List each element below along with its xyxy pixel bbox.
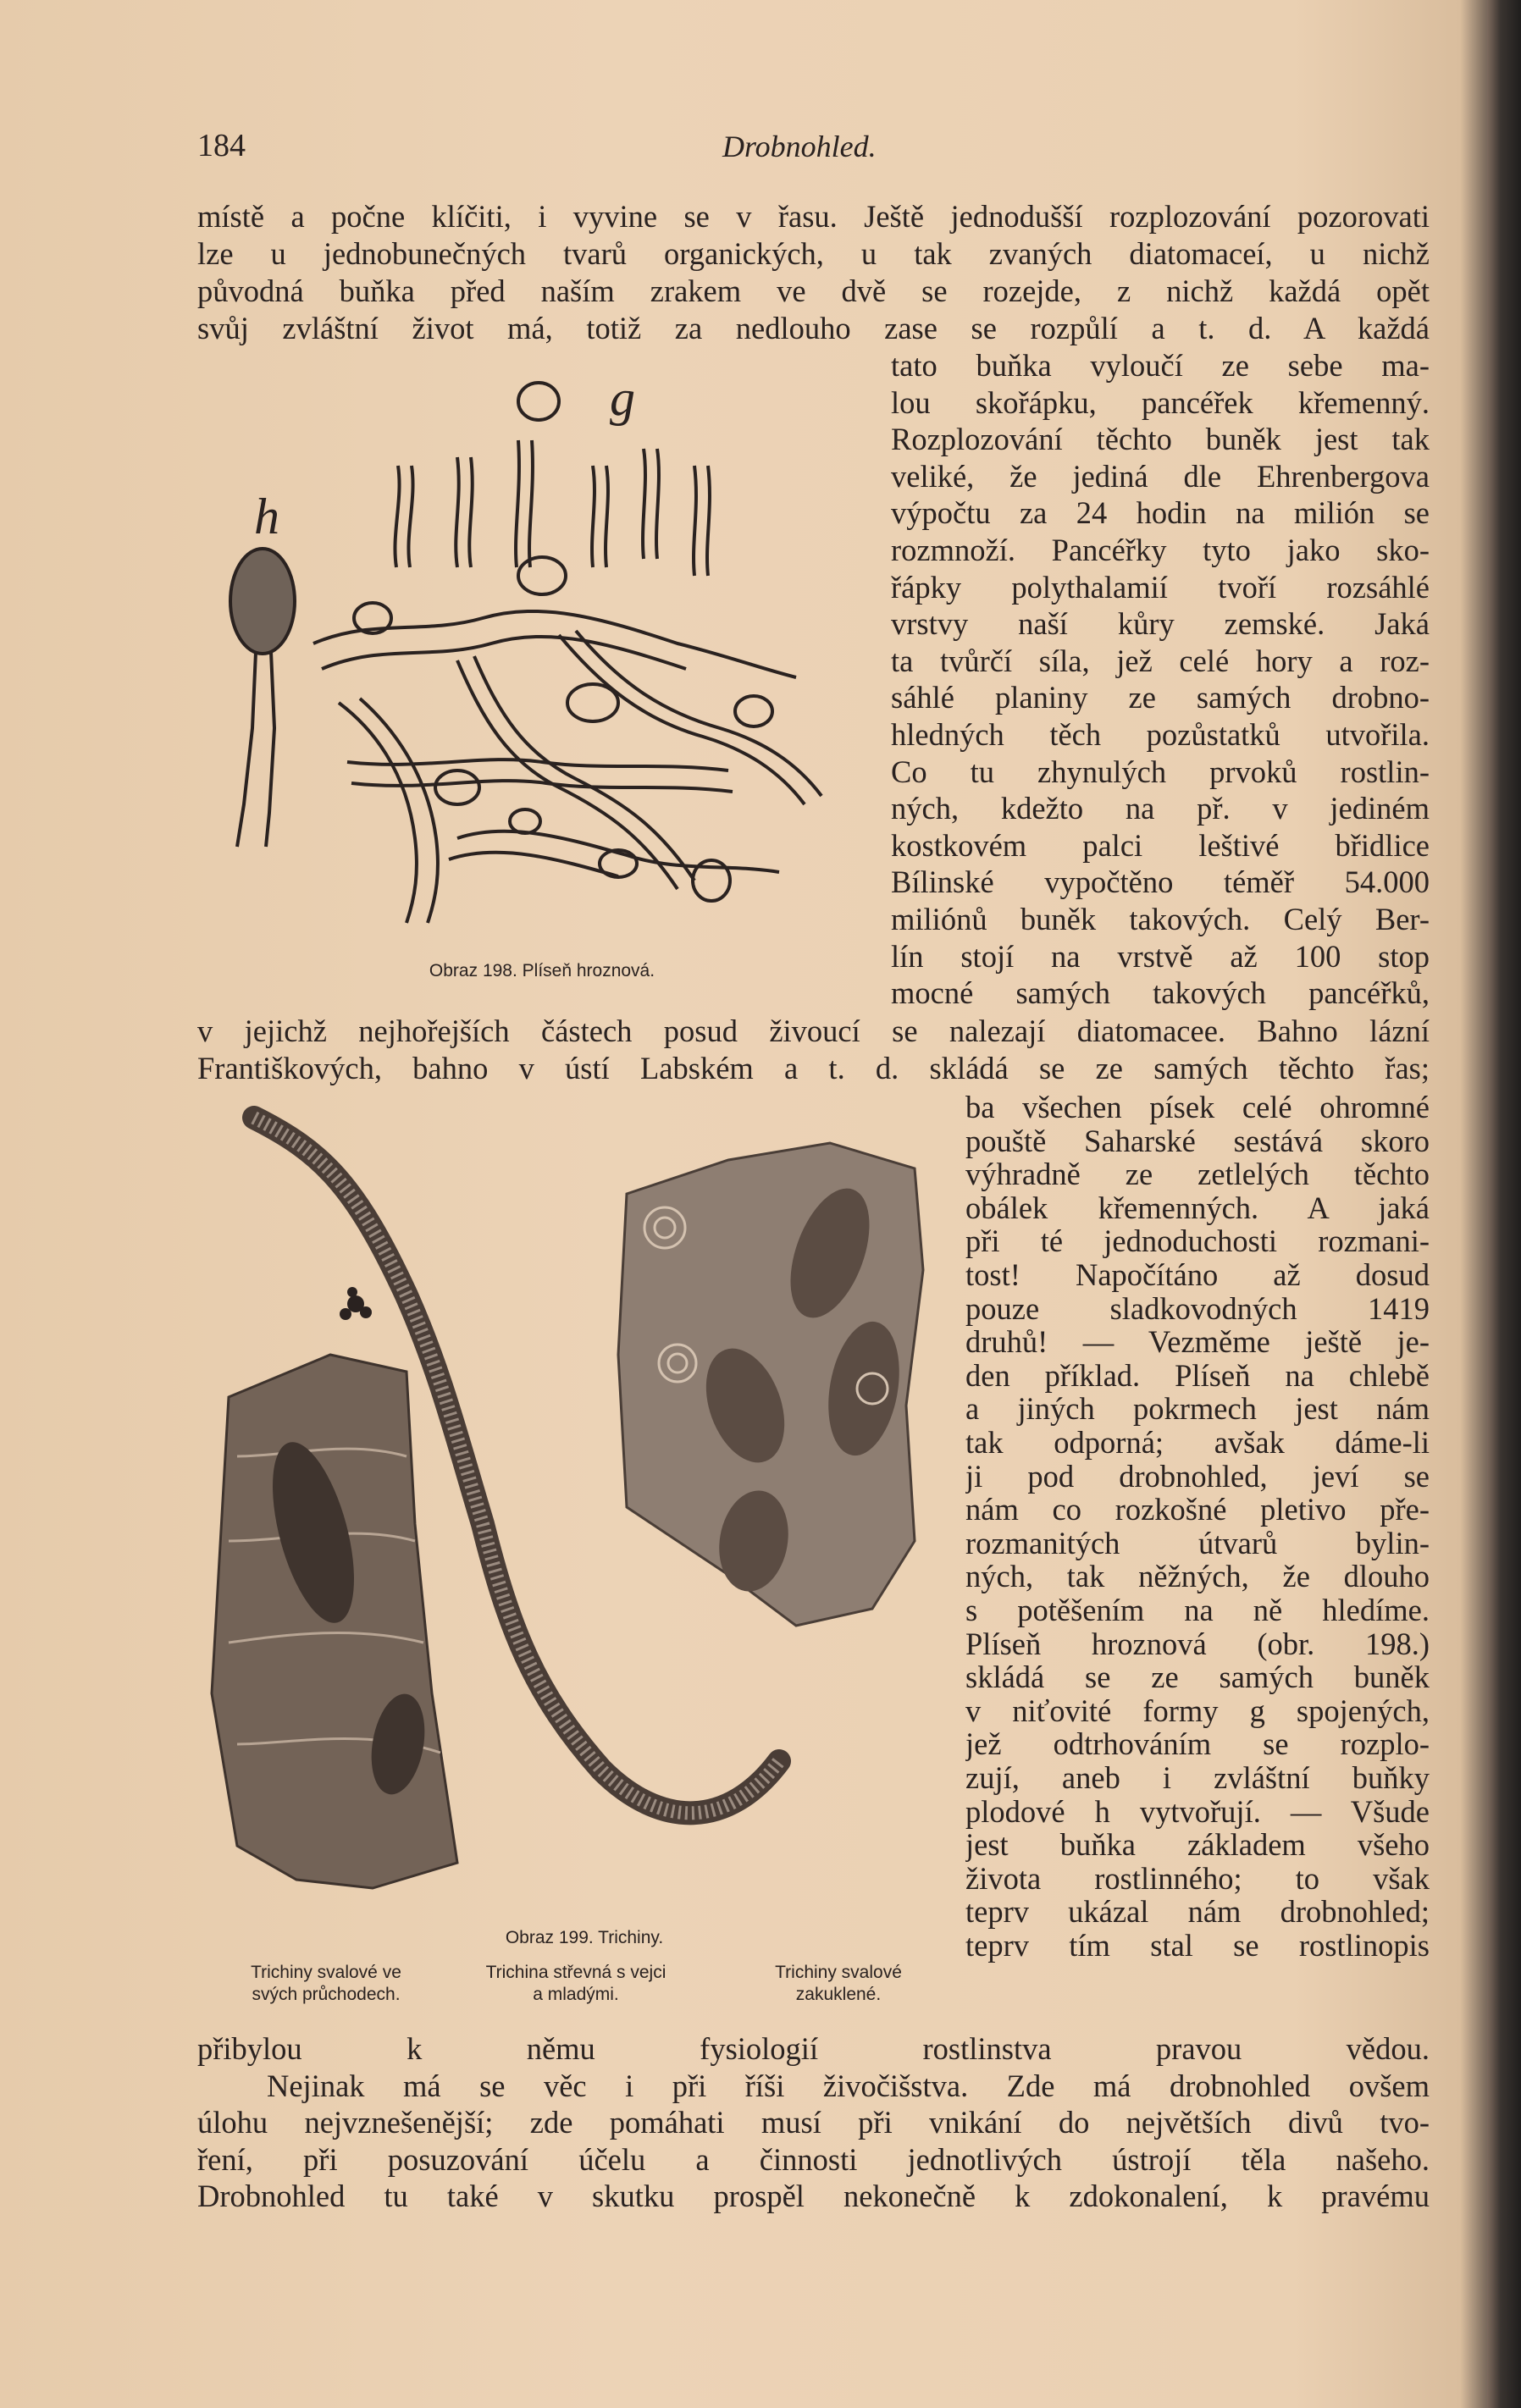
text-line: obálek křemenných. A jaká: [965, 1190, 1430, 1225]
text-line: Františkových, bahno v ústí Labském a t. d. skládá se ze samých těchto řas;: [197, 1051, 1430, 1085]
page-header: [197, 127, 1430, 178]
text-line: řápky polythalamií tvoří rozsáhlé: [891, 569, 1430, 605]
text-line: zují, aneb i zvláštní buňky: [965, 1760, 1430, 1795]
text-line: původná buňka před naším zrakem ve dvě se rozejde, z nichž každá opět: [197, 273, 1430, 308]
text-line: v jejichž nejhořejších částech posud živoucí se nalezají diatomacee. Bahno lázní: [197, 1013, 1430, 1048]
figure-199-subcaption-middle: Trichina střevná s vejci a mladými.: [485, 1963, 666, 2004]
text-line: Drobnohled tu také v skutku prospěl nekonečně k zdokonalení, k pravému: [197, 2179, 1430, 2213]
text-line: při té jednoduchosti rozmani-: [965, 1223, 1430, 1259]
text-line: lou skořápku, pancéřek křemenný.: [891, 384, 1430, 420]
text-line: tak odporná; avšak dáme-li: [965, 1425, 1430, 1460]
figure-199-subcaption-left: Trichiny svalové ve svých průchodech.: [251, 1963, 401, 2004]
text-line: místě a počne klíčiti, i vyvine se v řasu. Ještě jednodušší rozplozování pozorovati: [197, 199, 1430, 234]
text-line: tato buňka vyloučí ze sebe ma-: [891, 348, 1430, 383]
text-line: Rozplozování těchto buněk jest tak: [891, 422, 1430, 457]
text-line: ba všechen písek celé ohromné: [965, 1090, 1430, 1124]
text-line: kostkovém palci leštivé břidlice: [891, 827, 1430, 863]
text-line: svůj zvláštní život má, totiž za nedlouho zase se rozpůlí a t. d. A každá: [197, 311, 1430, 345]
page-number: 184: [197, 128, 246, 163]
text-line: Plíseň hroznová (obr. 198.): [965, 1626, 1430, 1661]
text-line: života rostlinného; to však: [965, 1860, 1430, 1896]
text-line: lze u jednobunečných tvarů organických, u tak zvaných diatomaceí, u nichž: [197, 236, 1430, 271]
figure-199-subcaption-right: Trichiny svalové zakuklené.: [775, 1963, 902, 2004]
figure-198-mold: [203, 364, 881, 948]
text-line: hledných těch pozůstatků utvořila.: [891, 717, 1430, 752]
text-line: pouště Saharské sestává skoro: [965, 1123, 1430, 1158]
text-line: v niťovité formy g spojených,: [965, 1693, 1430, 1728]
text-line: skládá se ze samých buněk: [965, 1660, 1430, 1695]
text-line: nám co rozkošné pletivo pře-: [965, 1492, 1430, 1527]
text-line: Nejinak má se věc i při říši živočišstva. Zde má drobnohled ovšem: [267, 2068, 1430, 2103]
text-line: miliónů buněk takových. Celý Ber-: [891, 902, 1430, 936]
text-line: Bílinské vypočtěno téměř 54.000: [891, 864, 1430, 900]
figure-199-trichinae: [203, 1101, 957, 1914]
text-line: přibylou k němu fysiologií rostlinstva pravou vědou.: [197, 2031, 1430, 2066]
label-g: g: [610, 370, 635, 426]
running-title: Drobnohled.: [722, 130, 877, 163]
text-line: úlohu nejvznešenější; zde pomáhati musí při vnikání do největších divů tvo-: [197, 2105, 1430, 2140]
label-h: h: [254, 489, 279, 544]
text-line: lín stojí na vrstvě až 100 stop: [891, 938, 1430, 974]
text-line: teprv ukázal nám drobnohled;: [965, 1894, 1430, 1930]
text-line: s potěšením na ně hledíme.: [965, 1593, 1430, 1627]
text-line: výhradně ze zetlelých těchto: [965, 1157, 1430, 1192]
text-line: rozmnoží. Pancéřky tyto jako sko-: [891, 533, 1430, 567]
text-line: teprv tím stal se rostlinopis: [965, 1928, 1430, 1963]
figure-199-caption: Obraz 199. Trichiny.: [505, 1928, 664, 1947]
text-line: tost! Napočítáno až dosud: [965, 1257, 1430, 1292]
text-line: Co tu zhynulých prvoků rostlin-: [891, 754, 1430, 789]
text-line: den příklad. Plíseň na chlebě: [965, 1357, 1430, 1393]
text-line: ji pod drobnohled, jeví se: [965, 1458, 1430, 1494]
text-line: rozmanitých útvarů bylin-: [965, 1525, 1430, 1560]
text-line: jest buňka základem všeho: [965, 1827, 1430, 1863]
text-line: sáhlé planiny ze samých drobno-: [891, 680, 1430, 715]
text-line: ných, kdežto na př. v jediném: [891, 791, 1430, 826]
text-line: výpočtu za 24 hodin na milión se: [891, 495, 1430, 531]
text-line: pouze sladkovodných 1419: [965, 1290, 1430, 1326]
book-spine: [1487, 0, 1521, 2408]
text-line: ření, při posuzování účelu a činnosti jednotlivých ústrojí těla našeho.: [197, 2141, 1430, 2177]
text-line: ta tvůrčí síla, jež celé hory a roz-: [891, 643, 1430, 678]
text-line: plodové h vytvořují. — Všude: [965, 1793, 1430, 1829]
text-line: druhů! — Vezměme ještě je-: [965, 1324, 1430, 1360]
text-line: ných, tak něžných, že dlouho: [965, 1559, 1430, 1594]
text-line: veliké, že jediná dle Ehrenbergova: [891, 458, 1430, 494]
text-line: mocné samých takových pancéřků,: [891, 975, 1430, 1011]
text-line: a jiných pokrmech jest nám: [965, 1391, 1430, 1427]
figure-198-caption: Obraz 198. Plíseň hroznová.: [429, 961, 655, 980]
text-line: vrstvy naší kůry zemské. Jaká: [891, 606, 1430, 642]
text-line: jež odtrhováním se rozplo-: [965, 1726, 1430, 1762]
